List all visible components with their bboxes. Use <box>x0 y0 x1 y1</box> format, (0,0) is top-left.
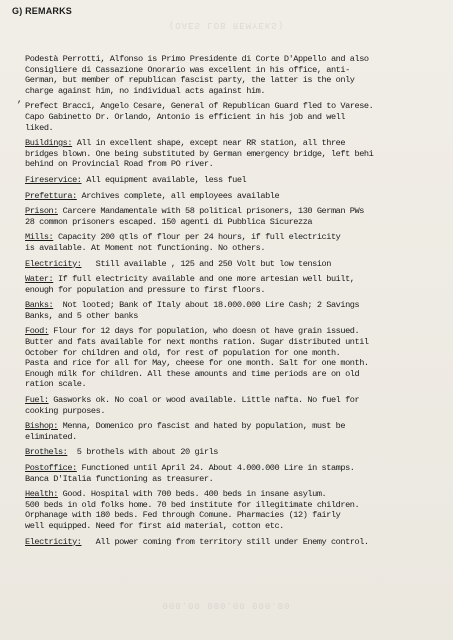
remark-entry <box>25 232 450 253</box>
entry-label: Bishop: <box>25 421 58 432</box>
remark-entry <box>25 191 450 202</box>
entry-label: Postoffice: <box>25 463 77 473</box>
entry-label: Food: <box>25 326 49 337</box>
entry-label: Water: <box>25 274 54 285</box>
entry-text: Podestà Perrotti, Alfonso is Primo Presidente di Corte D'Appello and also Consigliere di Cassazione Onorario was excellent in his office, anti- German, but member of republican fascist party, the latter is the only charge against him, no individual acts against him. <box>25 54 369 96</box>
remarks-body <box>25 54 450 552</box>
entry-text: Flour for 12 days for population, who doesn ot have grain issued. Butter and fats available for next months ration. Sugar distributed until October for children and old, for rest of population for one month. Pasta and rice for all for May, cheese for one month. Salt for one month. Enough milk for children. All these amounts and time periods are on old ration scale. <box>25 326 369 390</box>
remark-entry <box>25 326 450 390</box>
remark-entry <box>25 489 450 531</box>
entry-label: Health: <box>25 489 58 500</box>
entry-text: Prefect Bracci, Angelo Cesare, General of Republican Guard fled to Varese. Capo Gabinetto Dr. Orlando, Antonio is efficient in his job and well liked. <box>25 101 374 133</box>
remark-entry <box>25 206 450 227</box>
entry-label: Brothels: <box>25 447 68 458</box>
entry-text: Carcere Mandamentale with 58 political prisoners, 130 German PWs 28 common prisoners escaped. 150 agenti di Pubblica Sicurezza <box>25 206 364 227</box>
entry-text: All power coming from territory still under Enemy control. <box>81 536 369 547</box>
entry-text: If full electricity available and one more artesian well built, enough for population and pressure to first floors. <box>25 274 355 295</box>
remark-entry <box>25 274 450 295</box>
margin-mark: , <box>17 95 23 105</box>
remark-entry <box>25 138 450 170</box>
entry-label: Buildings: <box>25 138 73 149</box>
entry-text: Functioned until April 24. About 4.000.000 Lire in stamps. Banca D'Italia functioning as treasurer. <box>25 463 355 484</box>
remark-entry <box>25 421 450 442</box>
entry-text: Menna, Domenico pro fascist and hated by population, must be eliminated. <box>25 421 346 442</box>
remark-entry <box>25 463 450 484</box>
bleed-through-text: 000.00 000.00 000.00 <box>162 600 291 610</box>
entry-text: Capacity 200 qtls of flour per 24 hours, if full electricity is available. At Moment not functioning. No others. <box>25 232 341 253</box>
remark-entry <box>25 175 450 186</box>
entry-text: Still available , 125 and 250 Volt but low tension <box>81 258 331 269</box>
entry-text: 5 brothels with about 20 girls <box>67 447 219 458</box>
entry-label: Electricity: <box>25 258 82 269</box>
entry-label: Banks: <box>25 300 54 311</box>
section-heading: G) REMARKS <box>12 6 72 16</box>
entry-label: Fuel: <box>25 395 49 406</box>
remark-entry <box>25 537 450 548</box>
entry-text: Not looted; Bank of Italy about 18.000.000 Lire Cash; 2 Savings Banks, and 5 other banks <box>25 300 360 321</box>
entry-text: Gasworks ok. No coal or wood available. Little nafta. No fuel for cooking purposes. <box>25 395 360 416</box>
bleed-through-text: (OAES LOB REMYEKS) <box>168 20 285 30</box>
entry-label: Mills: <box>25 232 54 243</box>
entry-label: Electricity: <box>25 536 82 547</box>
remark-entry <box>25 54 450 96</box>
remark-entry <box>25 447 450 458</box>
entry-text: Archives complete, all employees available <box>76 190 280 201</box>
remark-entry <box>25 300 450 321</box>
entry-label: Prefettura: <box>25 190 77 201</box>
entry-text: All in excellent shape, except near RR station, all three bridges blown. One being substituted by German emergency bridge, left behi behind on Provincial Road from PO river. <box>25 138 374 170</box>
entry-text: Good. Hospital with 700 beds. 400 beds in insane asylum. 500 beds in old folks home. 70 bed institute for illegitimate children. Orphanage with 180 beds. Fed through Comune. Pharmacies (12) fairly well equipped. Need for first aid material, cotton etc. <box>25 489 360 531</box>
remark-entry <box>25 395 450 416</box>
entry-label: Fireservice: <box>25 174 82 185</box>
entry-label: Prison: <box>25 206 58 217</box>
entry-text: All equipment available, less fuel <box>81 174 247 185</box>
remark-entry <box>25 259 450 270</box>
remark-entry <box>25 101 450 133</box>
